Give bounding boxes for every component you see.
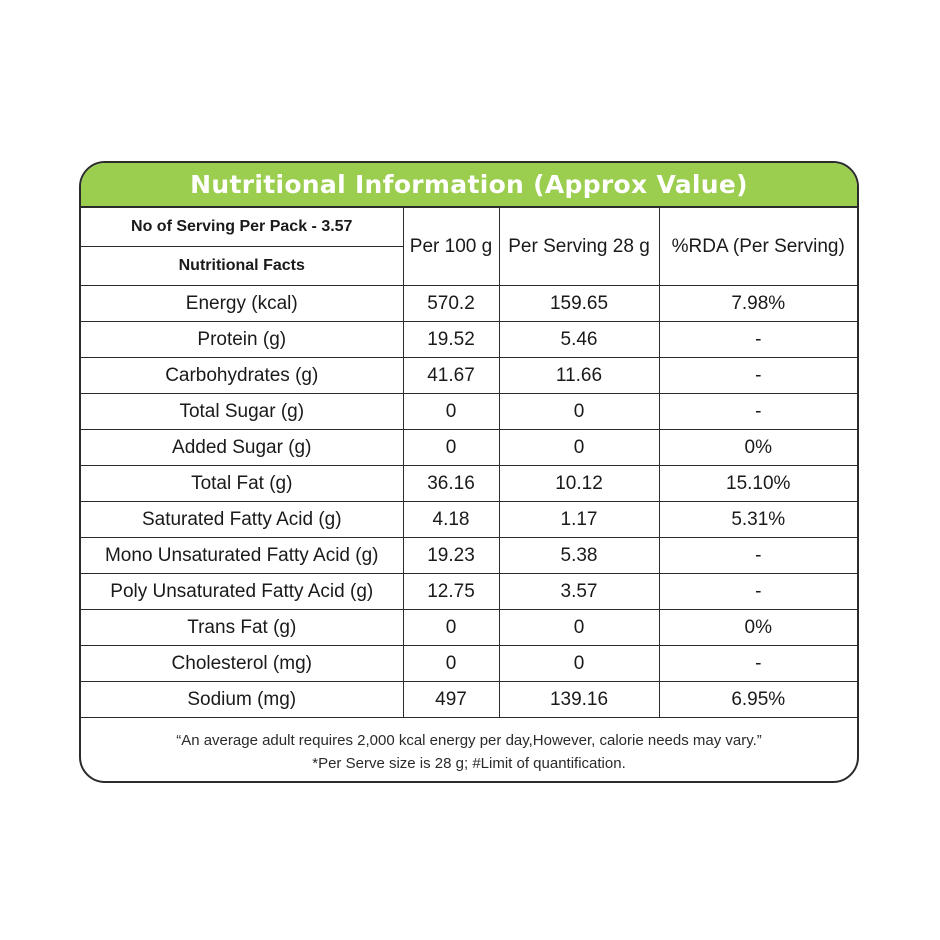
value-per-100g: 0: [403, 430, 499, 466]
nutrient-name: Carbohydrates (g): [81, 358, 403, 394]
value-per-100g: 0: [403, 394, 499, 430]
value-per-100g: 570.2: [403, 286, 499, 322]
nutrient-name: Energy (kcal): [81, 286, 403, 322]
nutrient-name: Total Sugar (g): [81, 394, 403, 430]
value-per-100g: 0: [403, 646, 499, 682]
table-row: [81, 358, 857, 394]
table-row: [81, 502, 857, 538]
table-row: [81, 394, 857, 430]
value-rda: -: [659, 394, 857, 430]
col-header-per-serving: Per Serving 28 g: [499, 208, 659, 286]
nutrient-name: Saturated Fatty Acid (g): [81, 502, 403, 538]
value-per-100g: 0: [403, 610, 499, 646]
value-rda: 7.98%: [659, 286, 857, 322]
col-header-per-100g: Per 100 g: [403, 208, 499, 286]
nutrition-table: [81, 208, 857, 718]
table-row: [81, 466, 857, 502]
nutrient-name: Total Fat (g): [81, 466, 403, 502]
table-row: [81, 610, 857, 646]
nutrient-name: Sodium (mg): [81, 682, 403, 718]
value-rda: 6.95%: [659, 682, 857, 718]
servings-per-pack: No of Serving Per Pack - 3.57: [81, 208, 403, 247]
value-per-serving: 11.66: [499, 358, 659, 394]
nutrient-name: Mono Unsaturated Fatty Acid (g): [81, 538, 403, 574]
value-rda: 0%: [659, 430, 857, 466]
value-per-serving: 10.12: [499, 466, 659, 502]
value-rda: 5.31%: [659, 502, 857, 538]
nutrient-name: Protein (g): [81, 322, 403, 358]
value-per-serving: 159.65: [499, 286, 659, 322]
table-row: [81, 682, 857, 718]
value-per-100g: 12.75: [403, 574, 499, 610]
value-per-serving: 5.38: [499, 538, 659, 574]
footer-line-2: *Per Serve size is 28 g; #Limit of quantification.: [312, 755, 626, 772]
value-per-100g: 19.52: [403, 322, 499, 358]
value-rda: 15.10%: [659, 466, 857, 502]
value-rda: -: [659, 574, 857, 610]
value-per-serving: 0: [499, 610, 659, 646]
value-per-serving: 3.57: [499, 574, 659, 610]
value-rda: 0%: [659, 610, 857, 646]
value-per-100g: 36.16: [403, 466, 499, 502]
table-row: [81, 646, 857, 682]
value-per-100g: 19.23: [403, 538, 499, 574]
nutrient-name: Added Sugar (g): [81, 430, 403, 466]
nutrient-name: Poly Unsaturated Fatty Acid (g): [81, 574, 403, 610]
table-row: [81, 322, 857, 358]
footer-line-1: “An average adult requires 2,000 kcal energy per day,However, calorie needs may vary.”: [176, 732, 762, 749]
nutritional-facts-label: Nutritional Facts: [81, 247, 403, 286]
value-per-serving: 0: [499, 430, 659, 466]
nutrition-panel: [79, 161, 859, 783]
panel-title: Nutritional Information (Approx Value): [81, 163, 857, 208]
value-per-serving: 5.46: [499, 322, 659, 358]
nutrient-name: Trans Fat (g): [81, 610, 403, 646]
value-per-serving: 0: [499, 394, 659, 430]
col-header-rda: %RDA (Per Serving): [659, 208, 857, 286]
table-row: [81, 430, 857, 466]
value-per-100g: 41.67: [403, 358, 499, 394]
table-row: [81, 574, 857, 610]
table-row: [81, 538, 857, 574]
value-per-100g: 497: [403, 682, 499, 718]
value-rda: -: [659, 358, 857, 394]
nutrient-name: Cholesterol (mg): [81, 646, 403, 682]
value-per-100g: 4.18: [403, 502, 499, 538]
value-per-serving: 1.17: [499, 502, 659, 538]
value-rda: -: [659, 322, 857, 358]
value-rda: -: [659, 538, 857, 574]
header-row-servings: [81, 208, 857, 247]
value-per-serving: 0: [499, 646, 659, 682]
value-rda: -: [659, 646, 857, 682]
table-row: [81, 286, 857, 322]
value-per-serving: 139.16: [499, 682, 659, 718]
footer-notes: [81, 729, 857, 775]
